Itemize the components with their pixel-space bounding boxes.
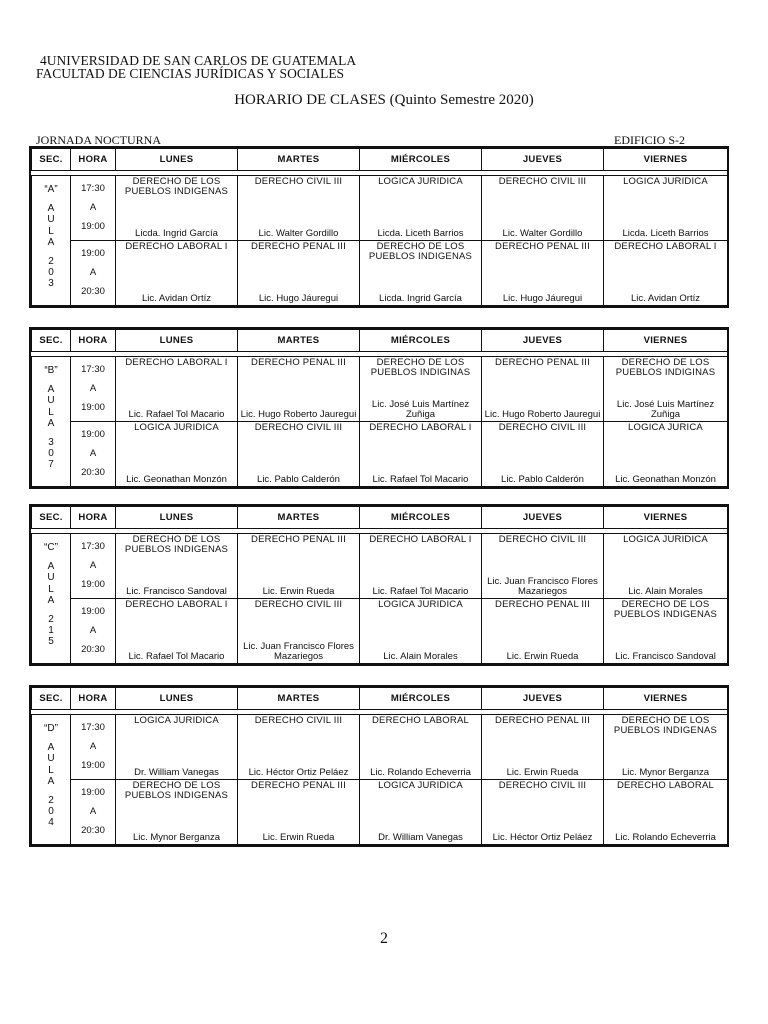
aula-letter: U (47, 395, 55, 407)
class-cell (238, 780, 360, 845)
teacher-name: Dr. William Vanegas (134, 767, 219, 778)
column-header: MIÉRCOLES (360, 330, 482, 352)
hora-times (71, 357, 115, 415)
table-row (32, 241, 728, 306)
subject-name: DERECHO DE LOS PUEBLOS INDIGINAS (615, 357, 716, 378)
hora-text: 17:30 (81, 722, 105, 733)
section-label (32, 176, 70, 290)
column-header: JUEVES (482, 688, 604, 710)
class-cell (482, 599, 604, 664)
class-cell (482, 176, 604, 241)
section-letter: “C” (44, 542, 58, 553)
subject-name: DERECHO CIVIL III (498, 176, 587, 187)
subject-name: DERECHO PENAL III (495, 357, 590, 368)
class-entry (360, 780, 481, 844)
hora-text: 20:30 (81, 825, 105, 836)
class-entry (604, 422, 727, 486)
subject-name: LOGICA JURIDICA (378, 780, 463, 791)
header-row (32, 688, 728, 710)
subject-name: DERECHO DE LOS PUEBLOS INDIGENAS (124, 176, 229, 197)
class-cell (116, 357, 238, 422)
class-cell (604, 241, 728, 306)
hora-text: 20:30 (81, 644, 105, 655)
column-header: MIÉRCOLES (360, 507, 482, 529)
subject-name: DERECHO CIVIL III (254, 599, 343, 610)
teacher-name: Lic. Mynor Berganza (132, 832, 221, 843)
subject-name: DERECHO PENAL III (251, 780, 346, 791)
teacher-name: Lic. Hugo Jáuregui (258, 293, 339, 304)
subject-name: DERECHO DE LOS PUEBLOS INDIGENAS (124, 534, 229, 555)
subject-name: DERECHO DE LOS PUEBLOS INDIGENAS (124, 780, 229, 801)
hora-text: 19:00 (81, 248, 105, 259)
teacher-name: Lic. Rolando Echeverria (370, 767, 471, 778)
hora-cell (71, 715, 116, 780)
subject-name: DERECHO PENAL III (251, 357, 346, 368)
teacher-name: Lic. Pablo Calderón (501, 474, 584, 485)
header-row (32, 507, 728, 529)
class-entry (604, 357, 727, 421)
aula-letter: A (47, 742, 55, 754)
hora-text: A (89, 202, 97, 213)
hora-times (71, 599, 115, 657)
column-header: SEC. (32, 507, 71, 529)
column-header: VIERNES (604, 688, 728, 710)
column-header: SEC. (32, 149, 71, 171)
aula-letter: A (47, 594, 55, 606)
section-letter: “B” (44, 365, 58, 376)
aula-letter: L (48, 406, 54, 418)
room-digit: 0 (48, 806, 54, 818)
subject-name: LOGICA JURIDICA (378, 599, 463, 610)
class-entry (238, 534, 359, 598)
teacher-name: Lic. Rafael Tol Macario (372, 474, 469, 485)
column-header: VIERNES (604, 507, 728, 529)
table-row (32, 422, 728, 487)
subject-name: DERECHO CIVIL III (498, 422, 587, 433)
class-cell (116, 599, 238, 664)
subject-name: DERECHO DE LOS PUEBLOS INDIGINAS (370, 357, 471, 378)
column-header: JUEVES (482, 149, 604, 171)
class-entry (360, 715, 481, 779)
teacher-name: Lic. Hugo Roberto Jauregui (240, 409, 357, 420)
teacher-name: Lic. Rafael Tol Macario (128, 651, 225, 662)
subject-name: DERECHO LABORAL (617, 780, 714, 791)
aula-letter: A (47, 384, 55, 396)
hora-text: 19:00 (81, 579, 105, 590)
hora-text: 19:00 (81, 760, 105, 771)
class-cell (360, 357, 482, 422)
subject-name: DERECHO LABORAL I (614, 241, 717, 252)
room-digit: 1 (48, 625, 54, 637)
header-row (32, 330, 728, 352)
table-row (32, 715, 728, 780)
section-letter: “D” (44, 723, 58, 734)
teacher-name: Licda. Ingrid García (135, 228, 218, 239)
class-entry (238, 422, 359, 486)
schedule-table (31, 506, 728, 664)
teacher-name: Lic. Hugo Jáuregui (502, 293, 583, 304)
class-entry (360, 357, 481, 421)
class-entry (604, 534, 727, 598)
room-digit: 0 (48, 267, 54, 279)
hora-cell (71, 422, 116, 487)
column-header: LUNES (116, 330, 238, 352)
schedule-table (31, 148, 728, 306)
hora-cell (71, 357, 116, 422)
class-cell (238, 599, 360, 664)
teacher-name: Lic. Alain Morales (383, 651, 458, 662)
class-entry (604, 599, 727, 663)
class-entry (482, 534, 603, 598)
subject-name: LOGICA JURIDICA (623, 176, 708, 187)
class-cell (238, 715, 360, 780)
class-entry (360, 422, 481, 486)
class-entry (238, 357, 359, 421)
teacher-name: Lic. José Luis Martínez Zuñiga (371, 399, 470, 420)
subject-name: DERECHO PENAL III (495, 599, 590, 610)
class-entry (116, 241, 237, 305)
class-cell (604, 534, 728, 599)
hora-times (71, 534, 115, 592)
class-entry (116, 176, 237, 240)
column-header: JUEVES (482, 507, 604, 529)
hora-text: A (89, 448, 97, 459)
hora-text: 19:00 (81, 221, 105, 232)
subject-name: DERECHO CIVIL III (254, 715, 343, 726)
hora-cell (71, 780, 116, 845)
subject-name: DERECHO LABORAL I (125, 241, 228, 252)
hora-times (71, 176, 115, 234)
room-digit: 4 (48, 817, 54, 829)
class-cell (604, 715, 728, 780)
teacher-name: Lic. Héctor Ortiz Peláez (492, 832, 593, 843)
class-cell (116, 780, 238, 845)
subject-name: LOGICA JURICA (628, 422, 703, 433)
class-entry (482, 422, 603, 486)
hora-text: A (89, 267, 97, 278)
hora-text: 20:30 (81, 467, 105, 478)
column-header: JUEVES (482, 330, 604, 352)
column-header: HORA (71, 688, 116, 710)
class-cell (360, 715, 482, 780)
class-cell (238, 241, 360, 306)
hora-times (71, 241, 115, 299)
teacher-name: Lic. Francisco Sandoval (126, 586, 227, 597)
hora-text: 20:30 (81, 286, 105, 297)
column-header: LUNES (116, 149, 238, 171)
room-digit: 0 (48, 448, 54, 460)
teacher-name: Lic. Erwin Rueda (262, 832, 335, 843)
class-cell (482, 357, 604, 422)
class-entry (482, 241, 603, 305)
room-digit: 3 (48, 437, 54, 449)
subject-name: DERECHO DE LOS PUEBLOS INDIGENAS (613, 599, 718, 620)
class-cell (482, 241, 604, 306)
subject-name: DERECHO PENAL III (495, 241, 590, 252)
column-header: HORA (71, 149, 116, 171)
teacher-name: Lic. Rolando Echeverria (615, 832, 716, 843)
class-entry (604, 176, 727, 240)
class-entry (604, 241, 727, 305)
column-header: LUNES (116, 507, 238, 529)
teacher-name: Lic. Avidan Ortíz (631, 293, 700, 304)
column-header: MIÉRCOLES (360, 688, 482, 710)
aula-letter: A (47, 236, 55, 248)
class-entry (482, 715, 603, 779)
teacher-name: Licda. Liceth Barrios (377, 228, 464, 239)
hora-times (71, 422, 115, 480)
section-label (32, 715, 70, 829)
hora-text: 19:00 (81, 429, 105, 440)
section-label (32, 357, 70, 471)
hora-text: A (89, 560, 97, 571)
aula-letter: A (47, 775, 55, 787)
class-cell (482, 534, 604, 599)
class-cell (238, 357, 360, 422)
page-number: 2 (380, 930, 388, 947)
column-header: SEC. (32, 330, 71, 352)
room-digit: 7 (48, 459, 54, 471)
teacher-name: Lic. Rafael Tol Macario (372, 586, 469, 597)
subject-name: DERECHO CIVIL III (498, 534, 587, 545)
teacher-name: Lic. Walter Gordillo (258, 228, 339, 239)
teacher-name: Lic. Geonathan Monzón (126, 474, 227, 485)
class-cell (360, 599, 482, 664)
hora-times (71, 715, 115, 773)
hora-cell (71, 534, 116, 599)
column-header: MARTES (238, 688, 360, 710)
class-cell (482, 780, 604, 845)
subject-name: LOGICA JURIDICA (378, 176, 463, 187)
class-entry (360, 534, 481, 598)
room-digit: 3 (48, 278, 54, 290)
class-entry (116, 422, 237, 486)
subject-name: DERECHO LABORAL I (125, 599, 228, 610)
class-entry (116, 780, 237, 844)
hora-cell (71, 241, 116, 306)
class-cell (604, 357, 728, 422)
teacher-name: Lic. Juan Francisco Flores Mazariegos (487, 576, 598, 597)
subject-name: DERECHO DE LOS PUEBLOS INDIGENAS (613, 715, 718, 736)
schedule-table-block (29, 685, 729, 847)
schedule-table (31, 687, 728, 845)
aula-letter: U (47, 753, 55, 765)
column-header: MIÉRCOLES (360, 149, 482, 171)
teacher-name: Lic. Juan Francisco Flores Mazariegos (243, 641, 354, 662)
column-header: VIERNES (604, 149, 728, 171)
subject-name: DERECHO CIVIL III (254, 422, 343, 433)
schedule-table (31, 329, 728, 487)
class-cell (116, 715, 238, 780)
aula-letter: A (47, 561, 55, 573)
class-cell (116, 422, 238, 487)
schedule-table-block (29, 504, 729, 666)
aula-letter: U (47, 572, 55, 584)
table-row (32, 357, 728, 422)
hora-text: 19:00 (81, 606, 105, 617)
subject-name: DERECHO PENAL III (251, 534, 346, 545)
header-row (32, 149, 728, 171)
room-digit: 2 (48, 795, 54, 807)
class-cell (360, 241, 482, 306)
teacher-name: Lic. Héctor Ortiz Peláez (248, 767, 349, 778)
hora-text: A (89, 741, 97, 752)
faculty-name: FACULTAD DE CIENCIAS JURÍDICAS Y SOCIALES (36, 66, 345, 81)
teacher-name: Lic. Erwin Rueda (262, 586, 335, 597)
aula-letter: L (48, 764, 54, 776)
teacher-name: Lic. Hugo Roberto Jauregui (484, 409, 601, 420)
column-header: VIERNES (604, 330, 728, 352)
class-entry (116, 715, 237, 779)
subject-name: LOGICA JURIDICA (134, 715, 219, 726)
subject-name: DERECHO PENAL III (251, 241, 346, 252)
class-cell (360, 176, 482, 241)
class-entry (604, 780, 727, 844)
class-entry (604, 715, 727, 779)
class-cell (360, 780, 482, 845)
hora-text: 17:30 (81, 183, 105, 194)
teacher-name: Lic. Rafael Tol Macario (128, 409, 225, 420)
hora-times (71, 780, 115, 838)
subject-name: DERECHO CIVIL III (498, 780, 587, 791)
section-cell (32, 357, 71, 487)
schedule-table-block (29, 146, 729, 308)
subject-name: DERECHO CIVIL III (254, 176, 343, 187)
schedule-table-block (29, 327, 729, 489)
teacher-name: Lic. Alain Morales (628, 586, 703, 597)
teacher-name: Dr. William Vanegas (378, 832, 463, 843)
subject-name: DERECHO PENAL III (495, 715, 590, 726)
subject-name: DERECHO LABORAL (372, 715, 469, 726)
teacher-name: Lic. Erwin Rueda (506, 651, 579, 662)
class-entry (360, 176, 481, 240)
aula-letter: L (48, 583, 54, 595)
hora-text: 19:00 (81, 787, 105, 798)
room-digit: 2 (48, 256, 54, 268)
class-cell (604, 780, 728, 845)
column-header: MARTES (238, 149, 360, 171)
class-entry (482, 599, 603, 663)
class-cell (482, 422, 604, 487)
teacher-name: Lic. Geonathan Monzón (615, 474, 716, 485)
class-entry (238, 780, 359, 844)
class-entry (482, 176, 603, 240)
subject-name: LOGICA JURIDICA (134, 422, 219, 433)
subject-name: DERECHO DE LOS PUEBLOS INDIGENAS (368, 241, 473, 262)
class-cell (604, 422, 728, 487)
table-row (32, 534, 728, 599)
hora-cell (71, 599, 116, 664)
class-cell (360, 534, 482, 599)
room-digit: 2 (48, 614, 54, 626)
section-label (32, 534, 70, 648)
class-cell (604, 176, 728, 241)
aula-letter: A (47, 417, 55, 429)
class-cell (116, 176, 238, 241)
column-header: MARTES (238, 330, 360, 352)
teacher-name: Lic. Mynor Berganza (621, 767, 710, 778)
teacher-name: Lic. Pablo Calderón (257, 474, 340, 485)
university-name: 4UNIVERSIDAD DE SAN CARLOS DE GUATEMALA (40, 53, 357, 68)
table-row (32, 780, 728, 845)
hora-text: A (89, 806, 97, 817)
hora-text: 17:30 (81, 541, 105, 552)
class-cell (482, 715, 604, 780)
hora-text: A (89, 625, 97, 636)
column-header: LUNES (116, 688, 238, 710)
class-entry (116, 599, 237, 663)
page-title: HORARIO DE CLASES (Quinto Semestre 2020) (234, 92, 534, 108)
class-cell (238, 422, 360, 487)
hora-cell (71, 176, 116, 241)
class-entry (238, 241, 359, 305)
hora-text: 19:00 (81, 402, 105, 413)
class-cell (238, 534, 360, 599)
column-header: HORA (71, 507, 116, 529)
class-entry (238, 176, 359, 240)
teacher-name: Lic. Erwin Rueda (506, 767, 579, 778)
class-entry (116, 534, 237, 598)
hora-text: 17:30 (81, 364, 105, 375)
subject-name: DERECHO LABORAL I (369, 422, 472, 433)
section-cell (32, 176, 71, 306)
class-entry (360, 241, 481, 305)
class-entry (482, 357, 603, 421)
column-header: MARTES (238, 507, 360, 529)
class-entry (360, 599, 481, 663)
section-cell (32, 715, 71, 845)
hora-text: A (89, 383, 97, 394)
teacher-name: Licda. Ingrid García (379, 293, 462, 304)
teacher-name: Lic. Avidan Ortíz (142, 293, 211, 304)
class-cell (238, 176, 360, 241)
aula-letter: U (47, 214, 55, 226)
class-entry (238, 599, 359, 663)
room-digit: 5 (48, 636, 54, 648)
class-cell (604, 599, 728, 664)
teacher-name: Lic. Walter Gordillo (502, 228, 583, 239)
edificio-label: EDIFICIO S-2 (614, 133, 685, 147)
class-cell (116, 241, 238, 306)
subject-name: DERECHO LABORAL I (369, 534, 472, 545)
jornada-label: JORNADA NOCTURNA (36, 133, 162, 147)
subject-name: LOGICA JURIDICA (623, 534, 708, 545)
subject-name: DERECHO LABORAL I (125, 357, 228, 368)
section-cell (32, 534, 71, 664)
aula-letter: A (47, 203, 55, 215)
column-header: SEC. (32, 688, 71, 710)
class-entry (116, 357, 237, 421)
class-cell (116, 534, 238, 599)
aula-letter: L (48, 225, 54, 237)
section-letter: “A” (44, 184, 58, 195)
class-entry (238, 715, 359, 779)
table-row (32, 599, 728, 664)
column-header: HORA (71, 330, 116, 352)
class-entry (482, 780, 603, 844)
table-row (32, 176, 728, 241)
teacher-name: Lic. José Luis Martínez Zuñiga (616, 399, 715, 420)
teacher-name: Lic. Francisco Sandoval (615, 651, 716, 662)
class-cell (360, 422, 482, 487)
teacher-name: Licda. Liceth Barrios (622, 228, 709, 239)
